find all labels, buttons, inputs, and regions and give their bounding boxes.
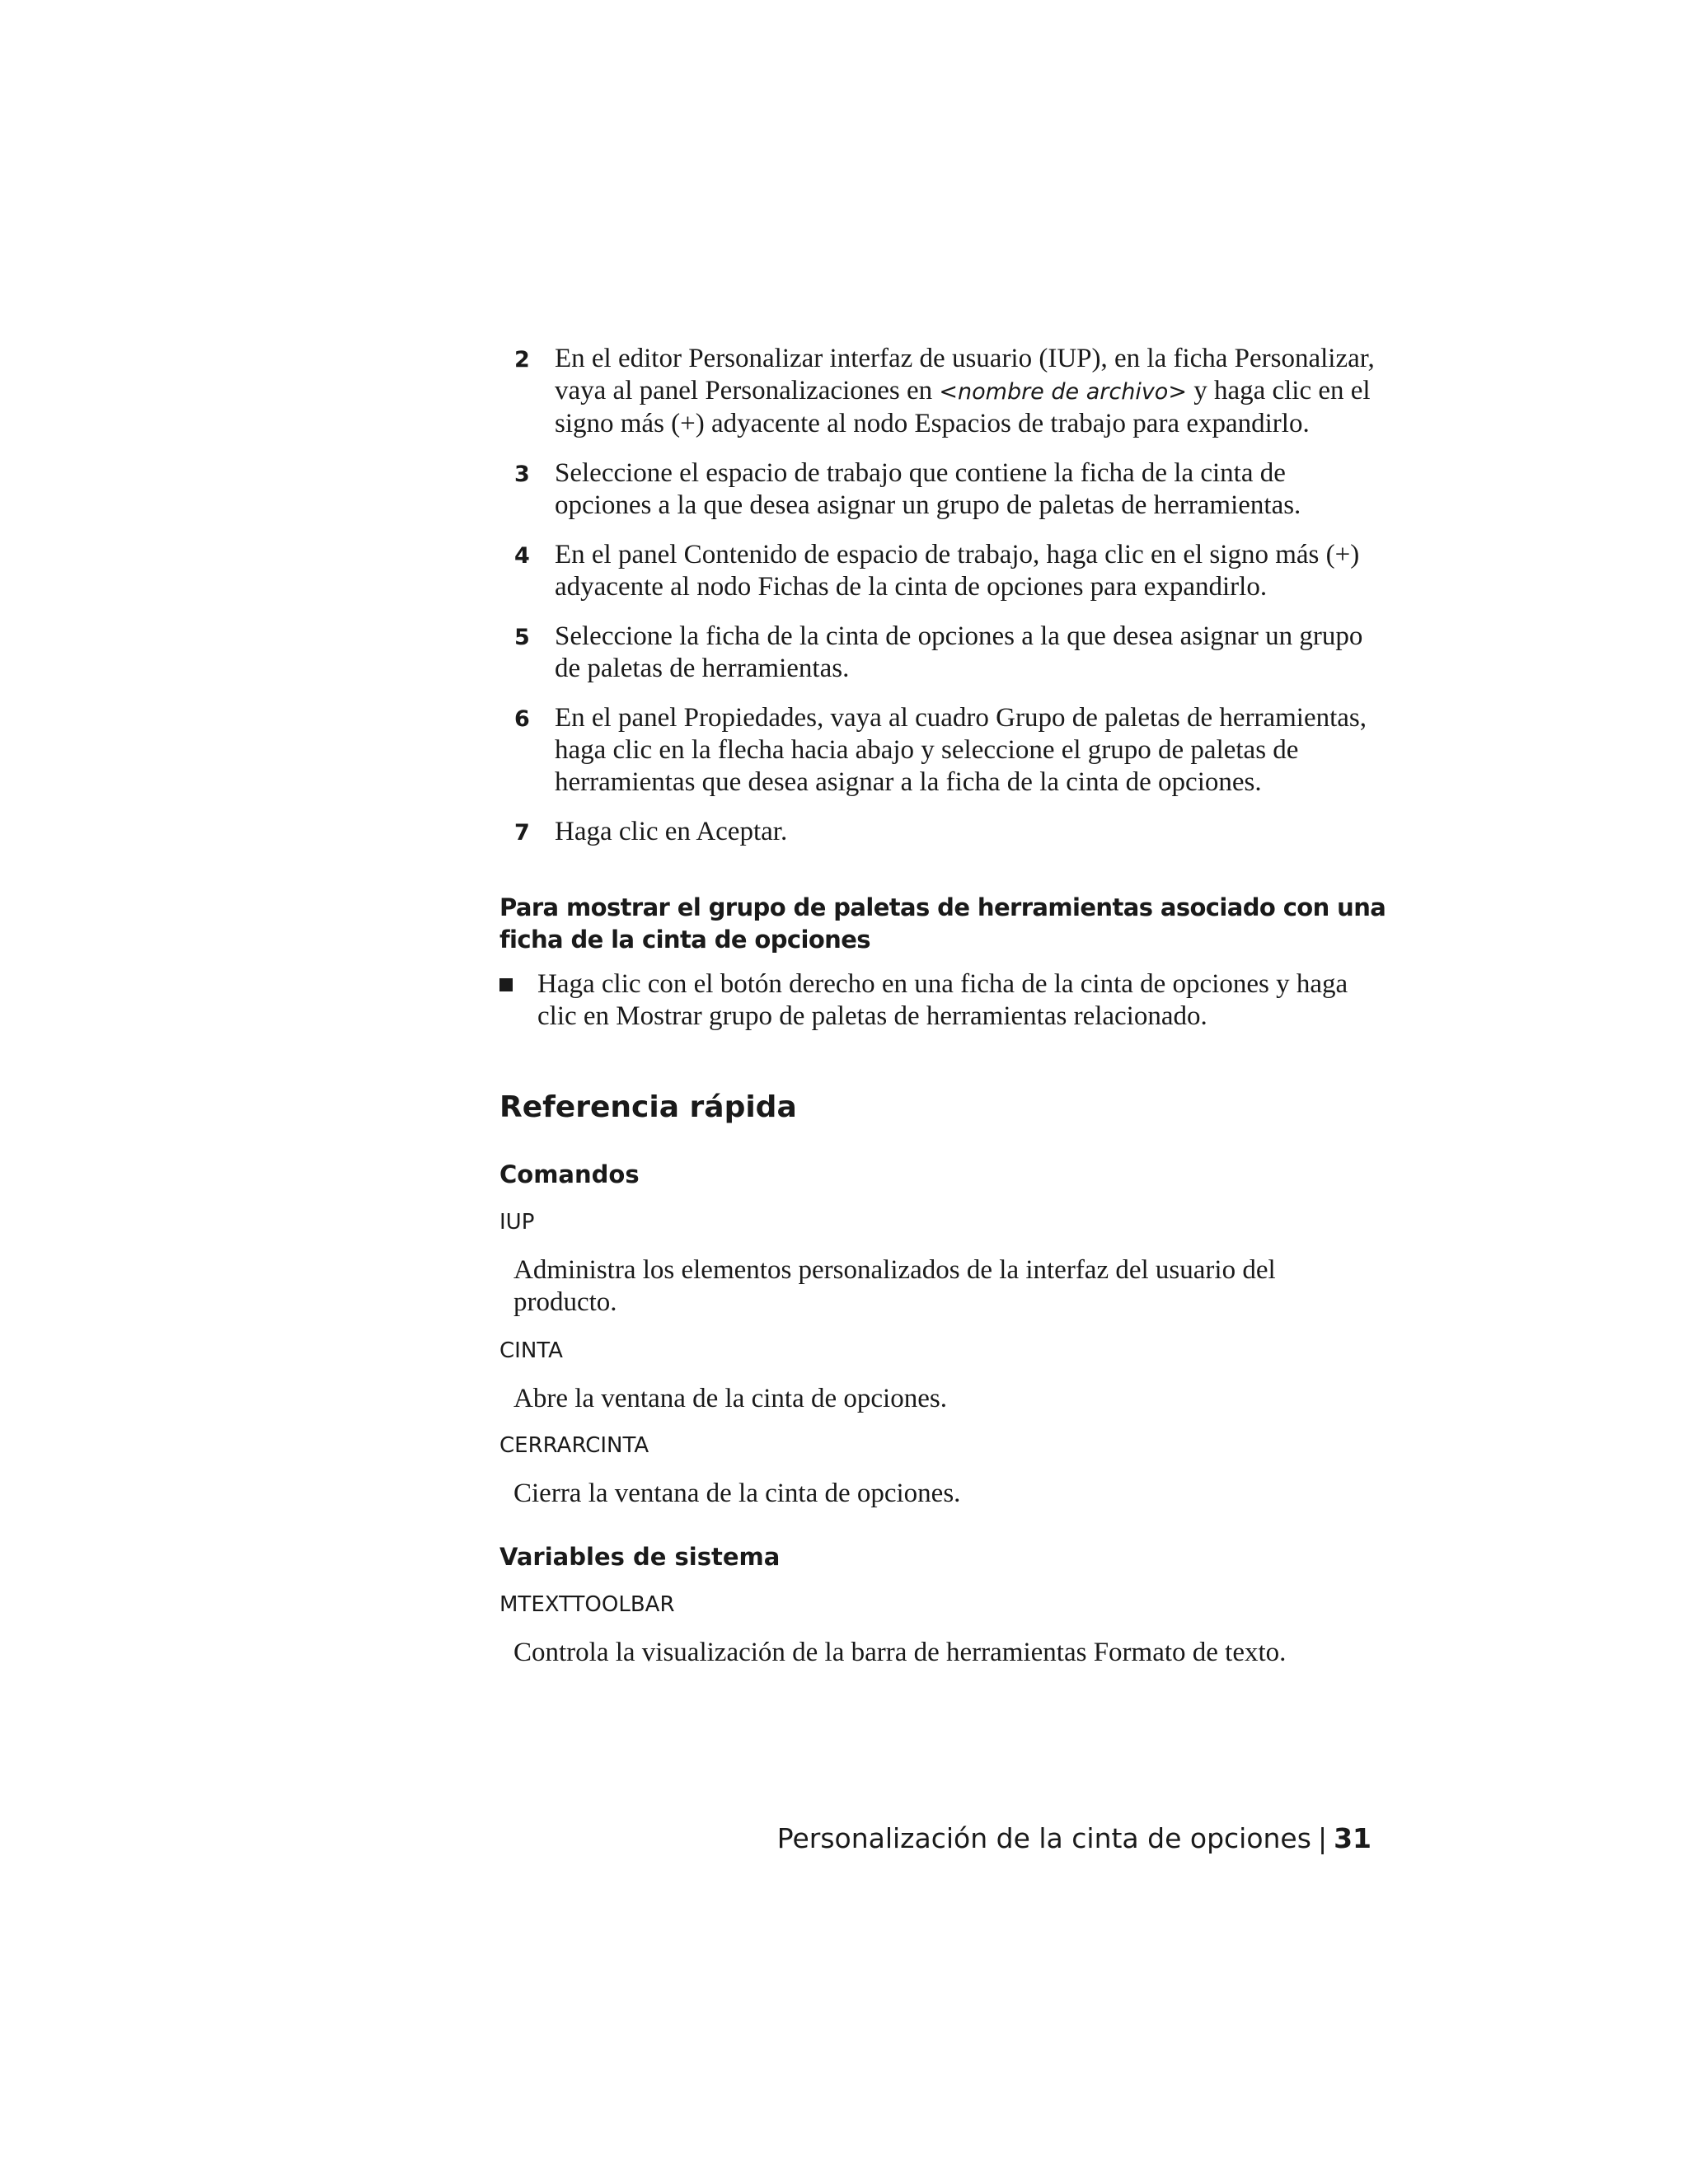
command-name: CERRARCINTA bbox=[499, 1433, 649, 1458]
page-footer bbox=[777, 1821, 1372, 1856]
footer-section-title: Personalización de la cinta de opciones bbox=[776, 1822, 1311, 1854]
filename-placeholder: <nombre de archivo> bbox=[939, 379, 1187, 405]
step-text: En el panel Propiedades, vaya al cuadro Grupo de paletas de herramientas, haga clic en la flecha hacia abajo y seleccione el grupo de paletas de herramientas que desea asignar a la ficha de la cinta de opciones. bbox=[555, 703, 1367, 797]
step-number: 3 bbox=[514, 462, 530, 487]
bullet-item bbox=[499, 968, 1381, 1033]
step-item bbox=[514, 702, 1380, 799]
bullet-text: Haga clic con el botón derecho en una ficha de la cinta de opciones y haga clic en Mostrar grupo de paletas de herramientas relacionado. bbox=[537, 969, 1348, 1031]
variables-heading: Variables de sistema bbox=[499, 1543, 781, 1571]
step-item bbox=[514, 539, 1380, 603]
section-heading: Referencia rápida bbox=[499, 1090, 797, 1124]
step-text: Seleccione el espacio de trabajo que contiene la ficha de la cinta de opciones a la que desea asignar un grupo de paletas de herramientas. bbox=[555, 458, 1301, 520]
variable-name: MTEXTTOOLBAR bbox=[499, 1592, 675, 1617]
commands-heading: Comandos bbox=[499, 1160, 640, 1188]
command-description: Abre la ventana de la cinta de opciones. bbox=[513, 1384, 947, 1413]
step-item bbox=[514, 343, 1380, 440]
square-bullet-icon bbox=[499, 978, 513, 991]
step-item bbox=[514, 621, 1380, 685]
step-number: 6 bbox=[514, 706, 530, 732]
step-item bbox=[514, 816, 1380, 848]
command-name: CINTA bbox=[499, 1338, 563, 1363]
step-item bbox=[514, 457, 1380, 522]
step-text: y haga clic en el signo más (+) adyacente al nodo Espacios de trabajo para expandirlo. bbox=[555, 376, 1371, 438]
command-name: IUP bbox=[499, 1210, 535, 1235]
step-number: 4 bbox=[514, 543, 530, 569]
procedure-title: Para mostrar el grupo de paletas de herramientas asociado con una ficha de la cinta de opciones bbox=[499, 893, 1386, 954]
step-text: En el panel Contenido de espacio de trabajo, haga clic en el signo más (+) adyacente al nodo Fichas de la cinta de opciones para expandirlo. bbox=[555, 540, 1360, 602]
step-number: 5 bbox=[514, 625, 530, 650]
step-number: 7 bbox=[514, 820, 530, 846]
step-text: En el editor Personalizar interfaz de usuario (IUP), en la ficha Personalizar, vaya al panel Personalizaciones en bbox=[555, 344, 1375, 405]
procedure-steps bbox=[514, 343, 1380, 865]
command-description: Administra los elementos personalizados de la interfaz del usuario del producto. bbox=[513, 1255, 1276, 1317]
step-text: Haga clic en Aceptar. bbox=[555, 817, 788, 846]
variable-description: Controla la visualización de la barra de herramientas Formato de texto. bbox=[513, 1638, 1287, 1667]
step-text: Seleccione la ficha de la cinta de opciones a la que desea asignar un grupo de paletas de herramientas. bbox=[555, 621, 1363, 683]
step-number: 2 bbox=[514, 347, 530, 373]
command-description: Cierra la ventana de la cinta de opciones. bbox=[513, 1479, 961, 1508]
page-number: 31 bbox=[1334, 1822, 1372, 1854]
footer-separator: | bbox=[1317, 1822, 1328, 1854]
